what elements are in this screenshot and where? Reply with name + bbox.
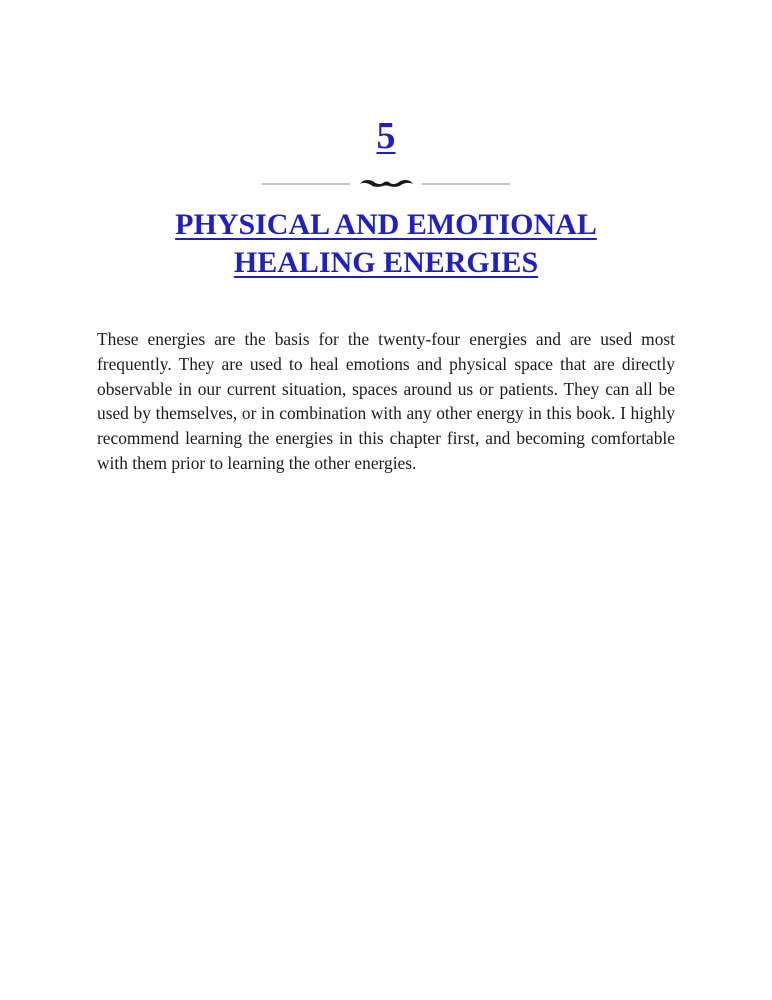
chapter-intro-paragraph: These energies are the basis for the twenty-four energies and are used most frequently. They are used to heal emotions and physical space that are directly observable in our current situation, spaces around us or patients. They can all be used by themselves, or in combination with any other energy in this book. I highly recommend learning the energies in this chapter first, and becoming comfortable with them prior to learning the other energies. [97,329,675,473]
chapter-title-line-1: PHYSICAL AND EMOTIONAL [175,208,597,241]
chapter-title [100,206,672,282]
ornament-dot [384,182,387,185]
chapter-title-line-2: HEALING ENERGIES [233,246,539,279]
chapter-number-link[interactable]: 5 [376,115,396,157]
chapter-title-link[interactable] [100,206,672,282]
chapter-number [0,112,772,160]
scroll-flourish-icon [262,174,510,194]
